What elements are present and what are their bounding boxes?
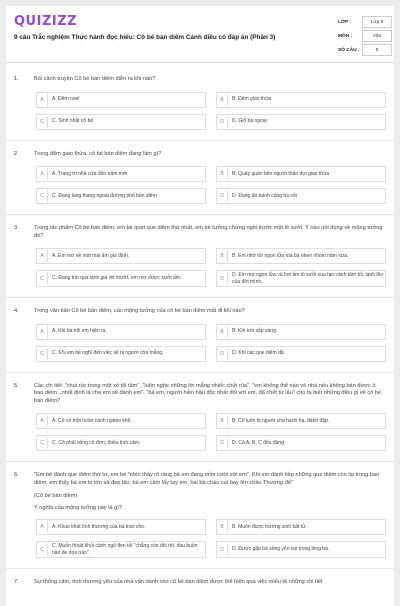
divider xyxy=(6,297,394,298)
option-text: C. Muốn thoát khỏi cảnh ngộ đen tối "chẳng còn đói rét, đau buồn nào đe dọa nào". xyxy=(52,543,198,556)
option-b[interactable] xyxy=(216,166,386,182)
option-letter: A xyxy=(37,521,48,533)
options-grid xyxy=(36,413,386,451)
worksheet-header xyxy=(6,6,394,63)
meta-label: SỐ CÂU : xyxy=(338,47,360,53)
option-letter: A xyxy=(37,326,48,338)
divider xyxy=(6,461,394,462)
meta-label: LỚP : xyxy=(338,19,352,25)
option-letter: C xyxy=(37,543,48,556)
meta-box xyxy=(338,16,392,58)
question-5 xyxy=(6,383,394,463)
option-c[interactable] xyxy=(36,114,206,130)
option-text: C. Cô phải sống cô đơn, thiếu tình cảm. xyxy=(52,439,141,446)
question-6 xyxy=(6,472,394,569)
option-letter: C xyxy=(37,190,48,202)
option-a[interactable] xyxy=(36,413,206,429)
option-letter: C xyxy=(37,437,48,449)
worksheet-title: 9 câu Trắc nghiệm Thực hành đọc hiểu: Cô bé bán diêm Cánh diều có đáp án (Phần 3) xyxy=(14,34,276,41)
option-text: A. Trang trí nhà cửa đón năm mới xyxy=(52,170,128,177)
option-text: A. Khi bà nội em hiện ra. xyxy=(52,328,107,335)
option-text: C. Khi em bé nghĩ đến việc sẽ bị người cha mắng. xyxy=(52,350,164,357)
question-text: "Em bé đánh que diêm thứ tư, em bé "nhìn thấy rõ ràng bà em đang mỉm cười với em". Khi em đánh tiếp những que diêm còn lại trong bao diêm, em thấy bà em to lớn và đẹp lão, bà em cầm lấy tay em, hai bà cháu vụt bay lên chầu Thượng đế" xyxy=(34,472,380,486)
option-letter: B xyxy=(217,250,228,262)
option-b[interactable] xyxy=(216,413,386,429)
question-4 xyxy=(6,308,394,373)
option-text: B. Khi trời sắp sáng. xyxy=(232,328,278,335)
option-a[interactable] xyxy=(36,519,206,535)
divider xyxy=(6,372,394,373)
question-text: Trong văn bản Cô bé bán diêm, các mộng tưởng của cô bé bán diêm mất đi khi nào? xyxy=(34,308,245,314)
option-letter: A xyxy=(37,168,48,180)
option-text: B. Đêm giao thừa xyxy=(232,96,272,103)
question-text: Bối cảnh truyện Cô bé bán diêm diễn ra khi nào? xyxy=(34,76,156,82)
question-number: 7. xyxy=(14,579,19,585)
option-text: D. Cả A, B, C đều đúng xyxy=(232,439,284,446)
option-letter: D xyxy=(217,437,228,449)
question-number: 4. xyxy=(14,308,19,314)
option-letter: D xyxy=(217,348,228,360)
question-3 xyxy=(6,225,394,298)
option-c[interactable] xyxy=(36,346,206,362)
question-number: 2. xyxy=(14,150,19,157)
option-text: A. Em mơ về một mái ấm gia đình. xyxy=(52,252,130,259)
question-7 xyxy=(6,579,394,587)
worksheet-page xyxy=(6,6,394,606)
question-text: Sự thông cảm, tình thương yêu của nhà văn dành cho cô bé bán diêm được thể hiện qua việc miêu tả những chi tiết xyxy=(34,579,323,585)
option-a[interactable] xyxy=(36,92,206,108)
option-letter: B xyxy=(217,168,228,180)
question-text: Các chi tiết: "chui rúc trong một xó tối tăm", "luôn nghe những lời mắng nhiếc chửi rủa", "em không thể nào về nhà nếu không bán được ít bao diêm...nhất định là cha em sẽ đánh em", "bà em, người hiền hậu độc nhất đối với em, đã chết từ lâu" cho ta biết những điều gì về cô bé bán diêm? xyxy=(34,382,382,404)
option-letter: A xyxy=(37,250,48,262)
option-text: B. Em nhớ tới ngọn lửa mà bà nhen nhóm năm xưa. xyxy=(232,252,349,259)
option-letter: D xyxy=(217,116,228,128)
option-text: D. Được gặp bà sống yên vui trong lòng bà. xyxy=(232,546,330,553)
meta-value: 9 xyxy=(362,44,392,56)
meta-value: Văn xyxy=(362,30,392,42)
option-text: B. Muốn được trường sinh bất tử. xyxy=(232,523,307,530)
option-text: D. Đang ăn bánh cùng bà nội xyxy=(232,192,298,199)
option-letter: C xyxy=(37,272,48,285)
option-letter: B xyxy=(217,415,228,427)
question-1 xyxy=(6,76,394,141)
option-c[interactable] xyxy=(36,270,206,287)
option-d[interactable] xyxy=(216,346,386,362)
options-grid xyxy=(36,324,386,362)
meta-row-subject xyxy=(338,30,392,42)
option-a[interactable] xyxy=(36,166,206,182)
option-c[interactable] xyxy=(36,188,206,204)
option-text: A. Đêm noel xyxy=(52,96,80,103)
quizizz-logo: QUIZIZZ xyxy=(14,14,78,29)
option-letter: A xyxy=(37,94,48,106)
option-text: B. Cô luôn bị người cha hành hạ, đánh đập. xyxy=(232,417,330,424)
question-source: (Cô bé bán diêm) xyxy=(34,493,78,499)
options-grid xyxy=(36,166,386,204)
option-letter: D xyxy=(217,543,228,556)
meta-row-class xyxy=(338,16,392,28)
option-b[interactable] xyxy=(216,519,386,535)
options-grid xyxy=(36,519,386,558)
option-text: C. Sinh nhật cô bé xyxy=(52,118,94,125)
question-text: Trong đêm giao thừa, cô bé bán diêm đang làm gì? xyxy=(34,150,162,157)
meta-value: Lớp 6 xyxy=(362,16,392,28)
question-number: 5. xyxy=(14,382,19,389)
option-text: A. Khao khát tình thương của bà trao cho. xyxy=(52,523,146,530)
question-list xyxy=(6,76,394,587)
option-a[interactable] xyxy=(36,248,206,264)
meta-row-count xyxy=(338,44,392,56)
option-text: C. Đang trải qua lạnh giá rét mướt, em mơ được sưởi ấm. xyxy=(52,275,182,282)
option-d[interactable] xyxy=(216,114,386,130)
option-text: A. Có có một hoàn cảnh nghèo khổ. xyxy=(52,417,132,424)
option-d[interactable] xyxy=(216,435,386,451)
option-letter: A xyxy=(37,415,48,427)
option-letter: B xyxy=(217,94,228,106)
option-a[interactable] xyxy=(36,324,206,340)
divider xyxy=(6,214,394,215)
option-letter: C xyxy=(37,116,48,128)
option-d[interactable] xyxy=(216,541,386,558)
option-letter: B xyxy=(217,326,228,338)
divider xyxy=(6,140,394,141)
option-text: D. Giỗ bà ngoại xyxy=(232,118,267,125)
option-letter: B xyxy=(217,521,228,533)
question-2 xyxy=(6,151,394,216)
option-d[interactable] xyxy=(216,188,386,204)
question-number: 6. xyxy=(14,472,19,478)
option-c[interactable] xyxy=(36,435,206,451)
question-text: Trong tác phẩm Cô bé bán diêm, em bé quẹt que diêm thứ nhất, em bé tưởng chừng ngồi trước một lò sưởi. Ý nào nói đúng về mộng tưởng đó? xyxy=(34,225,383,239)
option-text: B. Quây quần bên người thân đợi giao thừa xyxy=(232,170,330,177)
question-number: 3. xyxy=(14,225,19,231)
option-letter: D xyxy=(217,190,228,202)
question-prompt: Ý nghĩa của mộng tưởng này là gì? xyxy=(34,505,122,511)
option-b[interactable] xyxy=(216,248,386,264)
meta-label: MÔN : xyxy=(338,33,353,39)
option-text: D. Em mơ ngọn lửa và hơi ấm lò sưởi xua tan cảnh tâm tối, lạnh lẽo của đời mình. xyxy=(232,272,384,285)
option-text: C. Đang lang thang ngoài đường phố bán diêm xyxy=(52,192,157,199)
option-b[interactable] xyxy=(216,92,386,108)
option-c[interactable] xyxy=(36,541,206,558)
option-letter: C xyxy=(37,348,48,360)
option-d[interactable] xyxy=(216,270,386,287)
options-grid xyxy=(36,92,386,130)
divider xyxy=(6,568,394,569)
option-letter: D xyxy=(217,272,228,285)
options-grid xyxy=(36,248,386,287)
option-b[interactable] xyxy=(216,324,386,340)
question-number: 1. xyxy=(14,76,19,82)
option-text: D. Khi các que diêm tắt. xyxy=(232,350,286,357)
